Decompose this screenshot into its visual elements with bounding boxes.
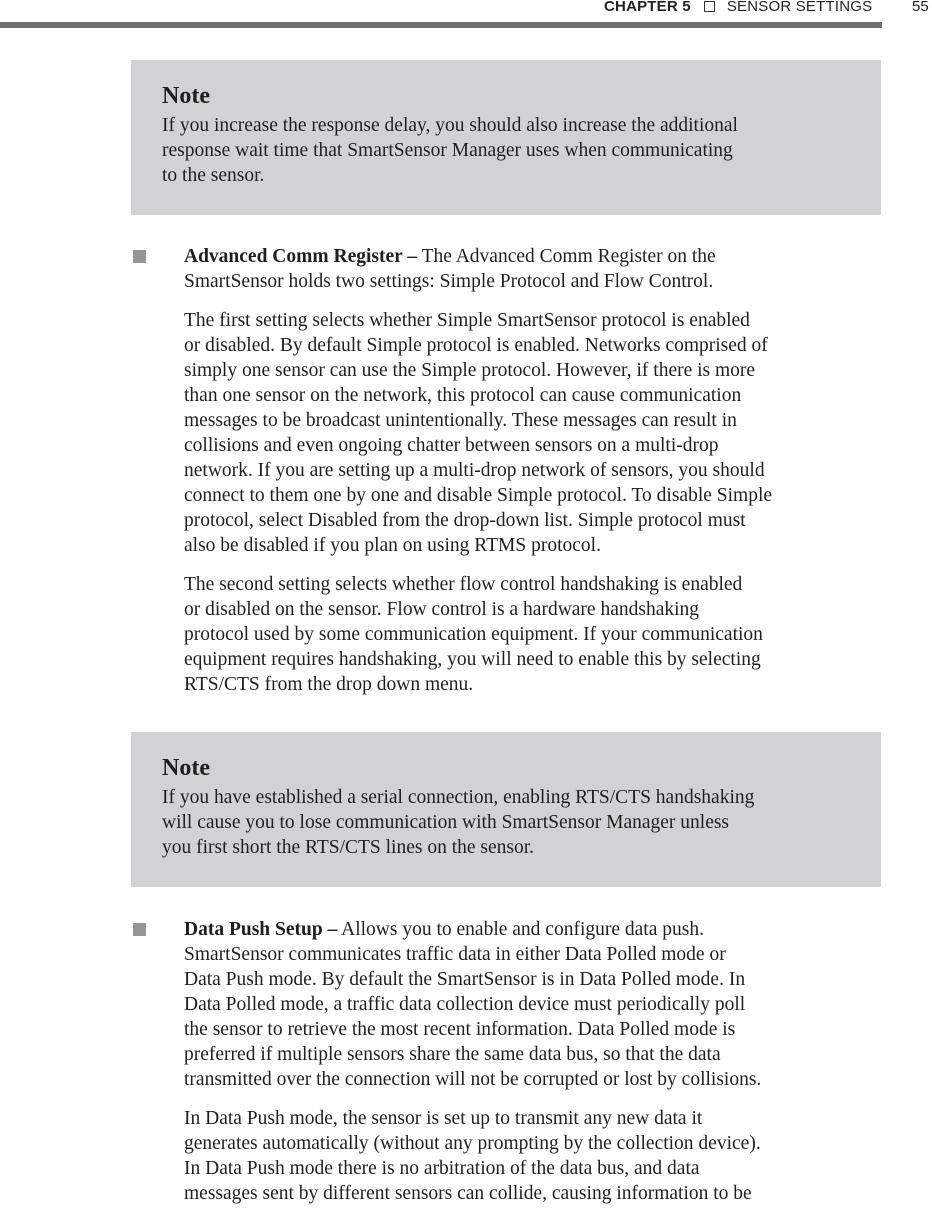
- square-bullet-icon: [133, 250, 146, 263]
- text-line: preferred if multiple sensors share the same data bus, so that the data: [184, 1044, 721, 1065]
- text-line: Data Polled mode, a traffic data collection device must periodically poll: [184, 994, 746, 1015]
- note-line: will cause you to lose communication with SmartSensor Manager unless: [162, 812, 730, 833]
- text-line: also be disabled if you plan on using RTMS protocol.: [184, 535, 601, 556]
- text-line: generates automatically (without any prompting by the collection device).: [184, 1133, 761, 1154]
- text-line: The second setting selects whether flow control handshaking is enabled: [184, 574, 743, 595]
- paragraph: [184, 244, 884, 294]
- text-line: SmartSensor communicates traffic data in either Data Polled mode or: [184, 944, 726, 965]
- text-line: or disabled on the sensor. Flow control is a hardware handshaking: [184, 599, 700, 620]
- note-line: response wait time that SmartSensor Manager uses when communicating: [162, 140, 733, 161]
- term-heading: Data Push Setup –: [184, 919, 338, 940]
- text-line: equipment requires handshaking, you will need to enable this by selecting: [184, 649, 761, 670]
- text-line: or disabled. By default Simple protocol is enabled. Networks comprised of: [184, 335, 768, 356]
- text-line: In Data Push mode there is no arbitration of the data bus, and data: [184, 1158, 700, 1179]
- text-span: Allows you to enable and configure data push.: [341, 919, 704, 940]
- advanced-comm-register-section: [184, 244, 884, 711]
- header-rule: [0, 22, 882, 28]
- term-heading: Advanced Comm Register –: [184, 246, 418, 267]
- text-line: Data Push mode. By default the SmartSensor is in Data Polled mode. In: [184, 969, 746, 990]
- square-separator-icon: [704, 1, 715, 12]
- note-line: to the sensor.: [162, 165, 265, 186]
- text-line: than one sensor on the network, this protocol can cause communication: [184, 385, 742, 406]
- note-body: [162, 785, 852, 860]
- text-line: protocol used by some communication equipment. If your communication: [184, 624, 763, 645]
- section-label: SENSOR SETTINGS: [726, 0, 873, 15]
- text-line: simply one sensor can use the Simple protocol. However, if there is more: [184, 360, 756, 381]
- text-line: SmartSensor holds two settings: Simple Protocol and Flow Control.: [184, 271, 714, 292]
- running-header: [0, 0, 932, 30]
- note-title: Note: [162, 755, 210, 781]
- paragraph: [184, 1106, 884, 1206]
- text-line: network. If you are setting up a multi-drop network of sensors, you should: [184, 460, 765, 481]
- note-box-rts-cts: [131, 732, 881, 887]
- text-line: RTS/CTS from the drop down menu.: [184, 674, 474, 695]
- chapter-label: CHAPTER 5: [604, 0, 691, 15]
- header-title: [604, 0, 872, 15]
- text-line: transmitted over the connection will not be corrupted or lost by collisions.: [184, 1069, 762, 1090]
- note-line: If you increase the response delay, you should also increase the additional: [162, 115, 738, 136]
- text-line: [184, 244, 884, 269]
- text-line: [184, 917, 884, 942]
- text-span: The Advanced Comm Register on the: [421, 246, 716, 267]
- text-line: connect to them one by one and disable Simple protocol. To disable Simple: [184, 485, 773, 506]
- paragraph: [184, 572, 884, 697]
- text-line: the sensor to retrieve the most recent information. Data Polled mode is: [184, 1019, 736, 1040]
- note-line: If you have established a serial connection, enabling RTS/CTS handshaking: [162, 787, 755, 808]
- text-line: The first setting selects whether Simple SmartSensor protocol is enabled: [184, 310, 750, 331]
- text-line: In Data Push mode, the sensor is set up to transmit any new data it: [184, 1108, 703, 1129]
- data-push-setup-section: [184, 917, 884, 1220]
- page-number: 55: [912, 0, 929, 15]
- note-body: [162, 113, 852, 188]
- note-line: you first short the RTS/CTS lines on the sensor.: [162, 837, 535, 858]
- square-bullet-icon: [133, 923, 146, 936]
- text-line: collisions and even ongoing chatter between sensors on a multi-drop: [184, 435, 719, 456]
- text-line: messages to be broadcast unintentionally. These messages can result in: [184, 410, 737, 431]
- text-line: messages sent by different sensors can collide, causing information to be: [184, 1183, 752, 1204]
- note-box-response-delay: [131, 60, 881, 215]
- paragraph: [184, 917, 884, 1092]
- text-line: protocol, select Disabled from the drop-down list. Simple protocol must: [184, 510, 746, 531]
- paragraph: [184, 308, 884, 558]
- note-title: Note: [162, 83, 210, 109]
